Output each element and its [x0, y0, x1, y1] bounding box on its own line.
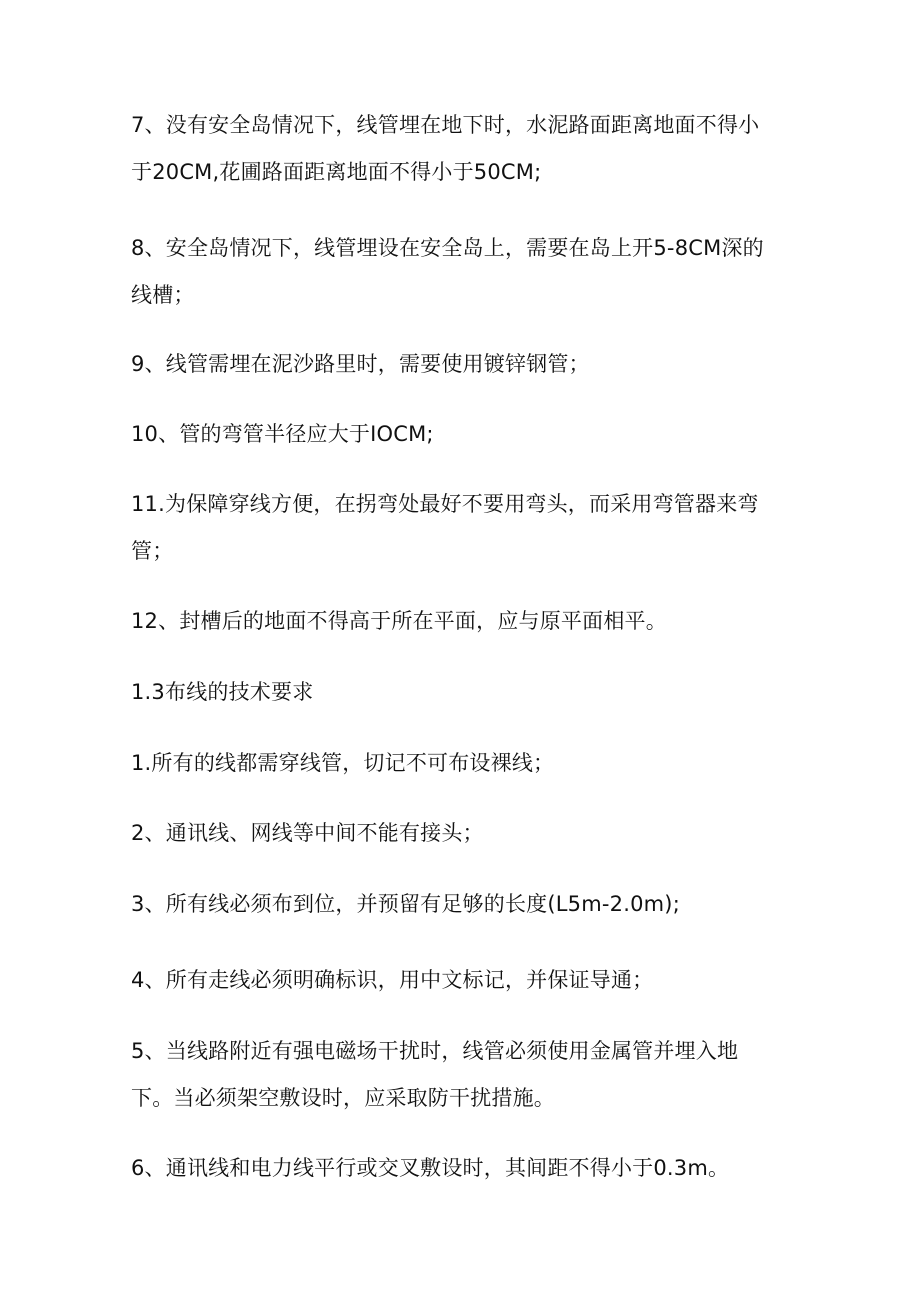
- text-line-item7-part2: 于20CM,花圃路面距离地面不得小于50CM;: [131, 160, 542, 184]
- text-line-item11-part2: 管；: [131, 539, 174, 563]
- text-line-item8-part1: 8、安全岛情况下，线管埋设在安全岛上，需要在岛上开5-8CM深的: [131, 236, 764, 260]
- text-line-req5-part2: 下。当必须架空敷设时，应采取防干扰措施。: [131, 1086, 555, 1110]
- text-line-req5-part1: 5、当线路附近有强电磁场干扰时，线管必须使用金属管并埋入地: [131, 1039, 739, 1063]
- text-line-item11-part1: 11.为保障穿线方便，在拐弯处最好不要用弯头，而采用弯管器来弯: [131, 492, 759, 516]
- text-line-req2: 2、通讯线、网线等中间不能有接头；: [131, 821, 484, 845]
- text-line-item10: 10、管的弯管半径应大于IOCM;: [131, 422, 434, 446]
- text-line-req6: 6、通讯线和电力线平行或交叉敷设时，其间距不得小于0.3m。: [131, 1156, 730, 1180]
- text-line-item9: 9、线管需埋在泥沙路里时，需要使用镀锌钢管；: [131, 352, 590, 376]
- text-line-item8-part2: 线槽；: [131, 283, 195, 307]
- text-line-req4: 4、所有走线必须明确标识，用中文标记，并保证导通；: [131, 968, 654, 992]
- text-line-req3: 3、所有线必须布到位，并预留有足够的长度(L5m-2.0m);: [131, 892, 680, 916]
- text-line-req1: 1.所有的线都需穿线管，切记不可布设裸线；: [131, 751, 555, 775]
- text-line-item12: 12、封槽后的地面不得高于所在平面，应与原平面相平。: [131, 609, 667, 633]
- section-heading: 1.3布线的技术要求: [131, 680, 314, 704]
- text-line-item7-part1: 7、没有安全岛情况下，线管埋在地下时，水泥路面距离地面不得小: [131, 113, 760, 137]
